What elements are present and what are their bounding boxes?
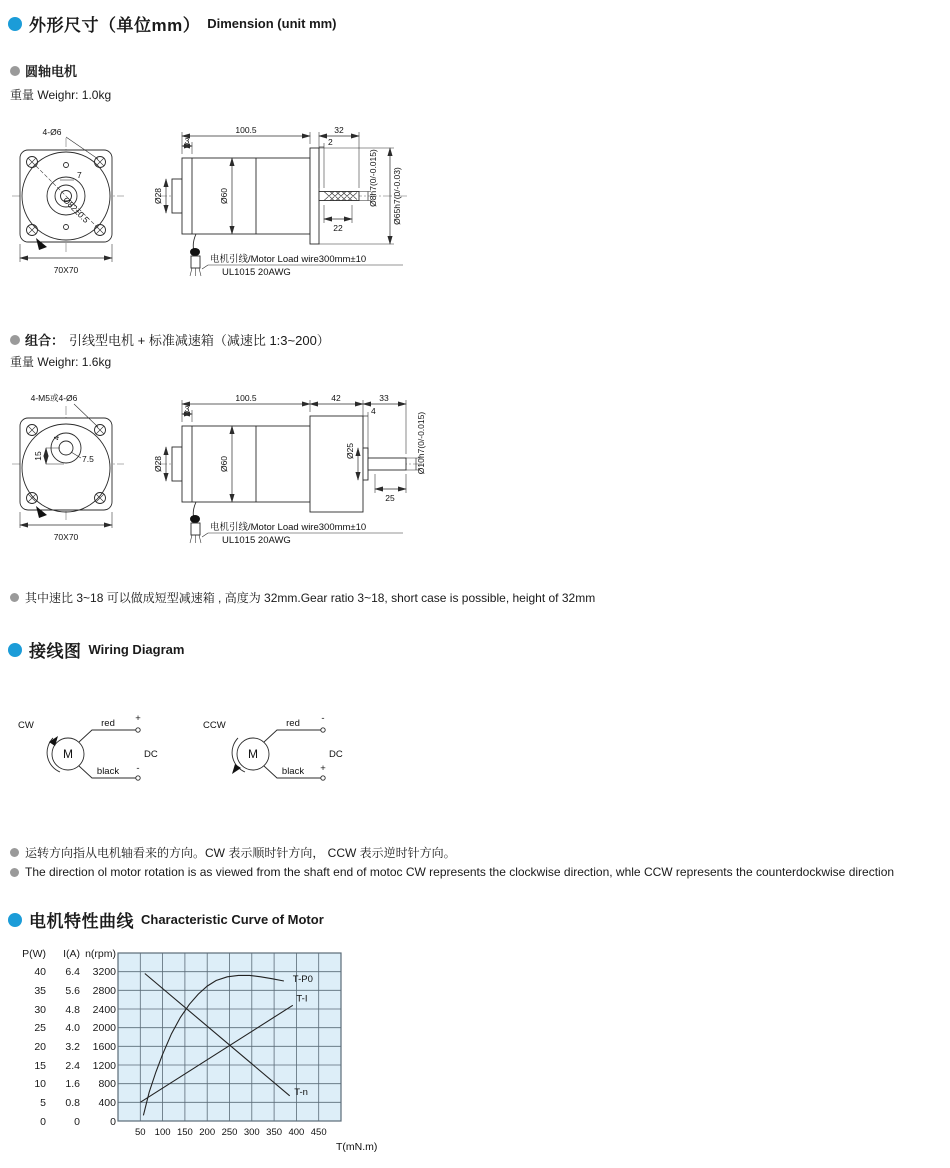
y-axis-row	[14, 1112, 116, 1131]
x-tick: 200	[199, 1127, 216, 1138]
section-title-cn: 电机特性曲线	[29, 912, 134, 931]
section-header-dimension	[8, 11, 337, 36]
rotation-label: CCW	[203, 720, 226, 731]
dim-dia-28: Ø28	[153, 455, 163, 473]
dim-15: 15	[33, 451, 43, 461]
x-tick: 150	[176, 1127, 193, 1138]
x-tick: 450	[310, 1127, 327, 1138]
wire-red-label: red	[286, 718, 300, 729]
dim-spigot-dia: Ø65h7(0/-0.03)	[392, 167, 402, 225]
x-axis-title: T(mN.m)	[336, 1141, 378, 1153]
y-tick: 1200	[92, 1059, 116, 1072]
dim-2: 2	[328, 137, 333, 147]
dim-4: 4	[52, 435, 61, 441]
series-label-T-n: T-n	[294, 1086, 308, 1098]
rear-boss	[172, 179, 182, 213]
dim-corner-holes: 4-M5或4-Ø6	[30, 393, 78, 403]
y-axis-row	[14, 1094, 116, 1113]
wiring-diagram	[8, 706, 388, 806]
dim-knurl-length: 22	[333, 223, 343, 233]
gray-bullet-icon	[10, 66, 20, 76]
section-title-cn: 接线图	[29, 642, 82, 661]
y-tick: 25	[34, 1022, 46, 1035]
side-view	[153, 125, 408, 278]
subsection-title: 圆轴电机	[25, 64, 78, 79]
blue-bullet-icon	[8, 17, 22, 31]
dim-3: 3	[184, 404, 190, 414]
y-tick: 2800	[92, 984, 116, 997]
x-tick: 350	[266, 1127, 283, 1138]
y-tick: 1600	[92, 1040, 116, 1053]
output-shaft	[368, 458, 406, 470]
series-label-T-I: T-I	[296, 993, 308, 1005]
section-title-cn: 外形尺寸（单位mm）	[29, 16, 201, 35]
y-axis-row	[14, 1075, 116, 1094]
dim-dia-28: Ø28	[153, 187, 163, 205]
dim-corner-holes: 4-Ø6	[42, 127, 62, 137]
dim-shaft-total: 33	[379, 393, 389, 403]
y-axis-row	[14, 1000, 116, 1019]
front-view	[12, 127, 124, 275]
section-title-en: Characteristic Curve of Motor	[141, 912, 324, 927]
x-tick: 100	[154, 1127, 171, 1138]
polarity-top: +	[135, 713, 141, 724]
dim-body-length: 100.5	[235, 393, 257, 403]
dim-25: 25	[385, 493, 395, 503]
motor-letter: M	[63, 747, 73, 761]
wiring-cw	[18, 713, 158, 780]
y-axis-headers	[14, 948, 116, 963]
y-tick: 35	[34, 984, 46, 997]
supply-label: DC	[329, 749, 343, 760]
y-axis-row	[14, 982, 116, 1001]
terminal	[136, 728, 140, 732]
y-tick: 6.4	[65, 966, 80, 979]
weight-round-shaft: 重量 Weighr: 1.0kg	[10, 88, 112, 102]
y-tick: 0.8	[65, 1096, 80, 1109]
y-tick: 2400	[92, 1003, 116, 1016]
note-gear-ratio: 其中速比 3~18 可以做成短型减速箱 , 高度为 32mm.Gear ratio 3~18, short case is possible, height of 32mm	[10, 589, 595, 606]
note-rotation-en: The direction ol motor rotation is as viewed from the shaft end of motoc CW represents the clockwise direction, whle CCW represents the counterdockwise direction	[10, 865, 894, 879]
blue-bullet-icon	[8, 643, 22, 657]
x-tick: 250	[221, 1127, 238, 1138]
wire-label-2: UL1015 20AWG	[222, 267, 291, 278]
polarity-top: -	[321, 713, 325, 724]
rear-boss	[172, 447, 182, 481]
y-axis-rows	[14, 963, 116, 1131]
dim-square: 70X70	[53, 532, 79, 542]
y-tick: 800	[98, 1078, 116, 1091]
wire-red-label: red	[101, 718, 115, 729]
section-title-en: Wiring Diagram	[88, 642, 185, 657]
y-tick: 40	[34, 966, 46, 979]
dim-diagonal: Ø82±0.5	[61, 194, 92, 225]
dim-dia-60: Ø60	[219, 187, 229, 205]
y-tick: 400	[98, 1096, 116, 1109]
wire-label-1: 电机引线/Motor Load wire300mm±10	[210, 254, 367, 265]
y-axis-table	[14, 948, 116, 1131]
y-tick: 0	[74, 1115, 80, 1128]
rotation-label: CW	[18, 720, 34, 731]
y-tick: 4.0	[65, 1022, 80, 1035]
subsection-combo	[10, 330, 330, 349]
y-tick: 1.6	[65, 1078, 80, 1091]
note-rotation-cn: 运转方向指从电机轴看来的方向。CW 表示顺时针方向， CCW 表示逆时针方向。	[10, 844, 456, 861]
y-axis-row	[14, 1019, 116, 1038]
wire-label-1: 电机引线/Motor Load wire300mm±10	[210, 522, 367, 533]
y-tick: 5	[40, 1096, 46, 1109]
motor-letter: M	[248, 747, 258, 761]
y-tick: 3.2	[65, 1040, 80, 1053]
y-axis-header-n: n(rpm)	[85, 948, 116, 960]
gearbox	[310, 416, 363, 512]
dim-7-5: 7.5	[82, 454, 94, 464]
terminal	[321, 728, 325, 732]
subsection-round-shaft	[10, 61, 77, 80]
mounting-flange	[310, 148, 319, 244]
dim-3: 3	[184, 136, 190, 146]
x-ticks-group	[135, 1127, 327, 1138]
dim-shaft-dia: Ø10h7(0/-0.015)	[416, 411, 426, 475]
section-header-curve	[8, 907, 324, 932]
y-tick: 5.6	[65, 984, 80, 997]
series-label-T-P0: T-P0	[292, 973, 313, 985]
dim-body-length: 100.5	[235, 125, 257, 135]
dim-dia-60: Ø60	[219, 455, 229, 473]
dim-shaft-dia: Ø8h7(0/-0.015)	[368, 149, 378, 207]
section-title-en: Dimension (unit mm)	[207, 16, 337, 31]
y-tick: 0	[40, 1115, 46, 1128]
gray-bullet-icon	[10, 848, 19, 857]
round-shaft-motor-drawing	[8, 122, 448, 297]
gray-bullet-icon	[10, 593, 19, 602]
wire-black-label: black	[281, 766, 305, 777]
curve-chart-plot	[116, 951, 406, 1156]
y-tick: 3200	[92, 966, 116, 979]
blue-bullet-icon	[8, 913, 22, 927]
y-tick: 2.4	[65, 1059, 80, 1072]
y-axis-row	[14, 1038, 116, 1057]
x-tick: 400	[288, 1127, 305, 1138]
dim-4: 4	[371, 406, 376, 416]
wire-black-label: black	[96, 766, 120, 777]
wiring-ccw	[203, 713, 343, 780]
front-view	[12, 393, 124, 542]
supply-label: DC	[144, 749, 158, 760]
x-tick: 50	[135, 1127, 146, 1138]
side-view	[153, 393, 426, 546]
dim-shaft-length: 32	[334, 125, 344, 135]
y-tick: 30	[34, 1003, 46, 1016]
output-boss	[363, 448, 368, 480]
motor-body	[182, 158, 310, 234]
gray-bullet-icon	[10, 335, 20, 345]
y-tick: 4.8	[65, 1003, 80, 1016]
terminal	[321, 776, 325, 780]
wire-label-2: UL1015 20AWG	[222, 535, 291, 546]
gray-bullet-icon	[10, 868, 19, 877]
polarity-bottom: -	[136, 763, 140, 774]
dim-square: 70X70	[53, 265, 79, 275]
y-tick: 2000	[92, 1022, 116, 1035]
y-axis-row	[14, 1056, 116, 1075]
polarity-bottom: +	[320, 763, 326, 774]
terminal	[136, 776, 140, 780]
section-header-wiring	[8, 637, 184, 662]
combo-label: 组合：	[25, 333, 65, 348]
y-axis-header-i: I(A)	[63, 948, 80, 960]
dim-dia-25: Ø25	[345, 442, 355, 460]
y-tick: 0	[110, 1115, 116, 1128]
x-tick: 300	[243, 1127, 260, 1138]
y-tick: 15	[34, 1059, 46, 1072]
combo-text: 引线型电机 + 标准减速箱（减速比 1:3~200）	[69, 333, 330, 348]
dim-gearbox-length: 42	[331, 393, 341, 403]
gear-motor-drawing	[8, 388, 478, 566]
motor-body	[182, 426, 310, 502]
y-axis-header-p: P(W)	[22, 948, 46, 960]
y-tick: 20	[34, 1040, 46, 1053]
weight-combo: 重量 Weighr: 1.6kg	[10, 355, 112, 369]
y-tick: 10	[34, 1078, 46, 1091]
dim-7: 7	[77, 170, 82, 180]
y-axis-row	[14, 963, 116, 982]
